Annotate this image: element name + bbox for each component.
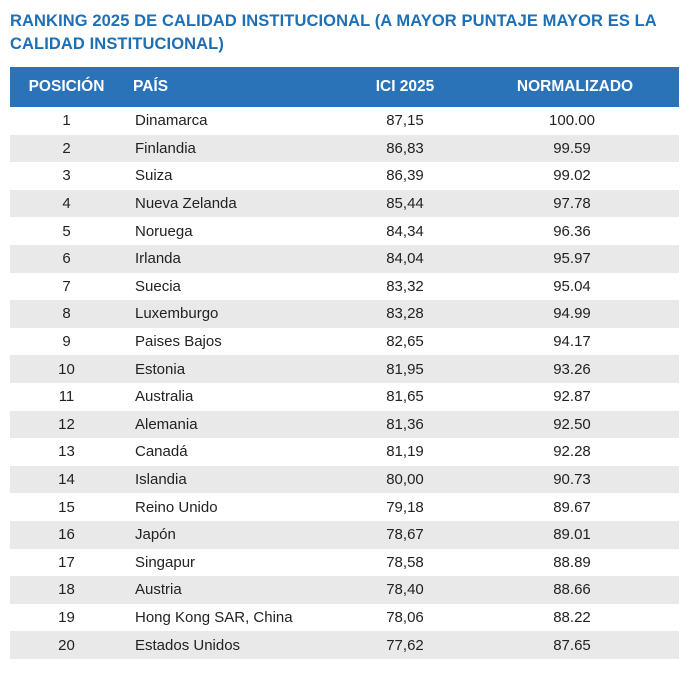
cell-ici: 78,40 [386,581,424,599]
column-header-position: POSICIÓN [28,78,105,95]
cell-normalized: 97.78 [553,195,591,213]
cell-position: 3 [62,167,71,185]
table-row [10,493,679,521]
table-header [10,67,679,107]
cell-country: Reino Unido [135,498,218,516]
cell-ici: 81,65 [386,388,424,406]
cell-normalized: 95.04 [553,277,591,295]
table-row [10,411,679,439]
cell-ici: 82,65 [386,333,424,351]
cell-country: Singapur [135,553,196,571]
cell-country: Irlanda [135,250,181,268]
cell-position: 7 [62,277,71,295]
cell-ici: 78,58 [386,553,424,571]
cell-position: 2 [62,139,71,157]
cell-normalized: 100.00 [549,112,595,130]
cell-country: Estonia [135,360,186,378]
cell-country: Noruega [135,222,193,240]
cell-country: Australia [135,388,194,406]
page-title: RANKING 2025 DE CALIDAD INSTITUCIONAL (A MAYOR PUNTAJE MAYOR ES LA CALIDAD INSTITUCIONAL) [10,12,657,53]
table-row [10,328,679,356]
table-row [10,576,679,604]
cell-country: Suiza [135,167,173,185]
table-row [10,190,679,218]
cell-ici: 77,62 [386,636,424,654]
cell-country: Paises Bajos [135,333,222,351]
table-row [10,162,679,190]
table-row [10,135,679,163]
cell-ici: 84,04 [386,250,424,268]
table-row [10,604,679,632]
table-row [10,273,679,301]
table-row [10,438,679,466]
cell-country: Luxemburgo [135,305,219,323]
table-body [10,107,679,659]
column-header-normalized: NORMALIZADO [516,78,634,95]
cell-ici: 87,15 [386,112,424,130]
cell-normalized: 88.66 [553,581,591,599]
cell-position: 9 [62,333,71,351]
table-row [10,383,679,411]
cell-position: 8 [62,305,71,323]
cell-country: Islandia [135,471,187,489]
cell-position: 19 [58,608,75,626]
cell-position: 20 [58,636,75,654]
table-row [10,355,679,383]
cell-normalized: 94.99 [553,305,591,323]
cell-position: 1 [62,112,71,130]
cell-position: 5 [62,222,71,240]
cell-ici: 86,39 [386,167,424,185]
cell-normalized: 89.01 [553,526,591,544]
cell-country: Dinamarca [135,112,208,130]
cell-normalized: 89.67 [553,498,591,516]
table-row [10,107,679,135]
cell-ici: 81,36 [386,415,424,433]
cell-ici: 78,06 [386,608,424,626]
cell-ici: 84,34 [386,222,424,240]
column-header-country: PAÍS [133,78,169,95]
cell-ici: 81,95 [386,360,424,378]
ranking-table [10,67,679,659]
cell-position: 12 [58,415,75,433]
cell-country: Austria [135,581,182,599]
cell-position: 13 [58,443,75,461]
cell-country: Suecia [135,277,181,295]
cell-ici: 81,19 [386,443,424,461]
cell-normalized: 93.26 [553,360,591,378]
table-row [10,521,679,549]
cell-ici: 79,18 [386,498,424,516]
cell-ici: 83,28 [386,305,424,323]
cell-normalized: 88.89 [553,553,591,571]
cell-position: 14 [58,471,75,489]
cell-normalized: 92.28 [553,443,591,461]
cell-country: Estados Unidos [135,636,241,654]
table-row [10,631,679,659]
cell-ici: 80,00 [386,471,424,489]
cell-normalized: 95.97 [553,250,591,268]
cell-country: Alemania [135,415,198,433]
table-row [10,245,679,273]
cell-normalized: 88.22 [553,608,591,626]
cell-position: 17 [58,553,75,571]
cell-position: 10 [58,360,75,378]
cell-normalized: 87.65 [553,636,591,654]
cell-ici: 78,67 [386,526,424,544]
table-row [10,300,679,328]
cell-country: Japón [135,526,176,544]
cell-normalized: 96.36 [553,222,591,240]
cell-position: 4 [62,195,71,213]
cell-country: Hong Kong SAR, China [135,608,293,626]
cell-position: 15 [58,498,75,516]
table-row [10,217,679,245]
cell-ici: 83,32 [386,277,424,295]
cell-position: 11 [58,388,75,406]
cell-position: 18 [58,581,75,599]
cell-normalized: 99.59 [553,139,591,157]
cell-position: 6 [62,250,71,268]
cell-position: 16 [58,526,75,544]
table-row [10,466,679,494]
cell-normalized: 92.50 [553,415,591,433]
table-row [10,549,679,577]
cell-ici: 86,83 [386,139,424,157]
cell-country: Nueva Zelanda [135,195,237,213]
cell-normalized: 92.87 [553,388,591,406]
cell-normalized: 94.17 [553,333,591,351]
cell-ici: 85,44 [386,195,424,213]
column-header-ici: ICI 2025 [375,78,435,95]
cell-normalized: 90.73 [553,471,591,489]
cell-country: Canadá [135,443,188,461]
cell-normalized: 99.02 [553,167,591,185]
cell-country: Finlandia [135,139,196,157]
